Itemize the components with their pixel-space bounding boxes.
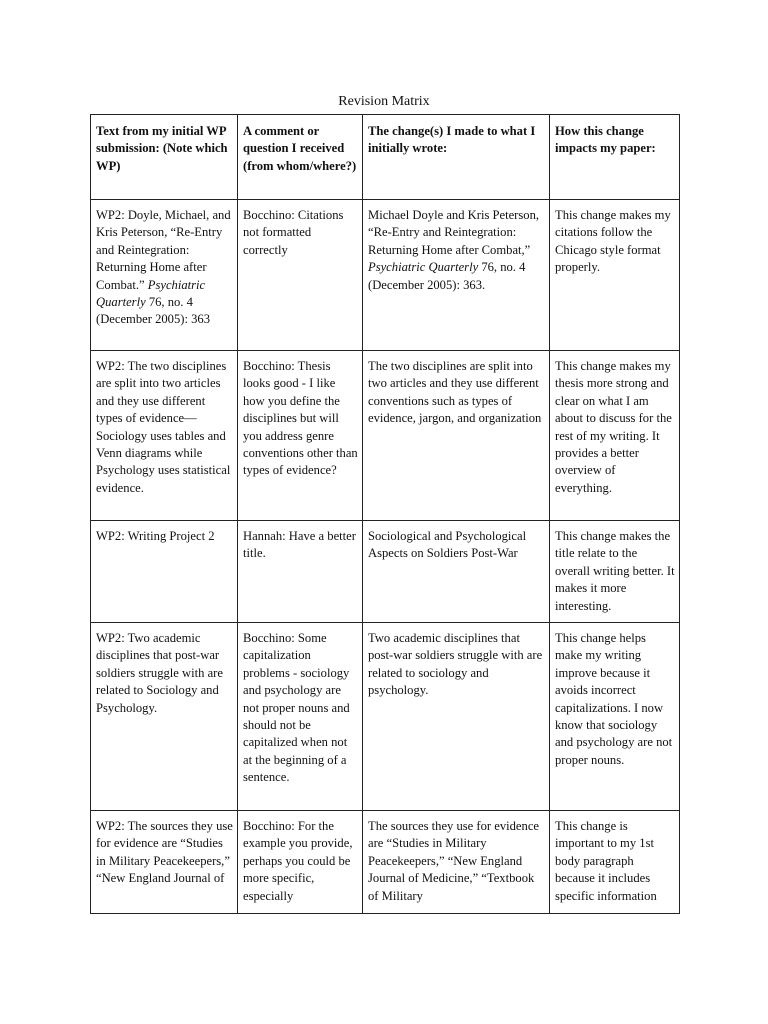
cell-initial-text: WP2: The two disciplines are split into two articles and they use different types of evidence—Sociology uses tables and Venn diagrams while Psychology uses statistical evidence. <box>91 351 238 521</box>
cell-impact: This change makes the title relate to the overall writing better. It makes it more interesting. <box>550 521 680 623</box>
table-row <box>91 521 680 623</box>
cell-comment: Bocchino: Citations not formatted correctly <box>238 200 363 351</box>
cell-impact: This change makes my citations follow the Chicago style format properly. <box>550 200 680 351</box>
header-initial-text: Text from my initial WP submission: (Note which WP) <box>91 115 238 200</box>
cell-change <box>363 200 550 351</box>
cell-initial-text <box>91 200 238 351</box>
cell-change: Sociological and Psychological Aspects on Soldiers Post-War <box>363 521 550 623</box>
cell-comment: Bocchino: Thesis looks good - I like how you define the disciplines but will you address genre conventions other than types of evidence? <box>238 351 363 521</box>
header-changes-made: The change(s) I made to what I initially wrote: <box>363 115 550 200</box>
table-row <box>91 200 680 351</box>
cell-initial-text: WP2: Writing Project 2 <box>91 521 238 623</box>
citation-text: WP2: Doyle, Michael, and Kris Peterson, “Re-Entry and Reintegration: Returning Home after Combat.” <box>96 208 231 292</box>
revision-matrix-table <box>90 114 680 914</box>
citation-text: 76, no. 4 (December 2005): 363. <box>368 260 526 292</box>
table-row <box>91 811 680 914</box>
journal-title: Psychiatric Quarterly <box>96 277 206 310</box>
cell-change: Two academic disciplines that post-war soldiers struggle with are related to sociology and psychology. <box>363 623 550 811</box>
cell-comment: Bocchino: Some capitalization problems - sociology and psychology are not proper nouns and should not be capitalized when not at the beginning of a sentence. <box>238 623 363 811</box>
citation-text: Michael Doyle and Kris Peterson, “Re-Entry and Reintegration: Returning Home after Combat,” <box>368 208 540 257</box>
header-comment-received: A comment or question I received (from whom/where?) <box>238 115 363 200</box>
page-title: Revision Matrix <box>338 94 430 109</box>
cell-change: The two disciplines are split into two articles and they use different conventions such as types of evidence, jargon, and organization <box>363 351 550 521</box>
header-impact: How this change impacts my paper: <box>550 115 680 200</box>
cell-impact: This change helps make my writing improve because it avoids incorrect capitalizations. I now know that sociology and psychology are not proper nouns. <box>550 623 680 811</box>
cell-impact: This change is important to my 1st body paragraph because it includes specific information <box>550 811 680 914</box>
cell-impact: This change makes my thesis more strong and clear on what I am about to discuss for the rest of my writing. It provides a better overview of everything. <box>550 351 680 521</box>
journal-title: Psychiatric Quarterly <box>368 260 479 275</box>
citation-text: 76, no. 4 (December 2005): 363 <box>96 295 211 327</box>
cell-change: The sources they use for evidence are “Studies in Military Peacekeepers,” “New England Journal of Medicine,” “Textbook of Military <box>363 811 550 914</box>
cell-initial-text: WP2: The sources they use for evidence are “Studies in Military Peacekeepers,” “New England Journal of <box>91 811 238 914</box>
cell-comment: Bocchino: For the example you provide, perhaps you could be more specific, especially <box>238 811 363 914</box>
table-row <box>91 351 680 521</box>
table-header-row <box>91 115 680 200</box>
cell-initial-text: WP2: Two academic disciplines that post-war soldiers struggle with are related to Sociology and Psychology. <box>91 623 238 811</box>
cell-comment: Hannah: Have a better title. <box>238 521 363 623</box>
table-row <box>91 623 680 811</box>
